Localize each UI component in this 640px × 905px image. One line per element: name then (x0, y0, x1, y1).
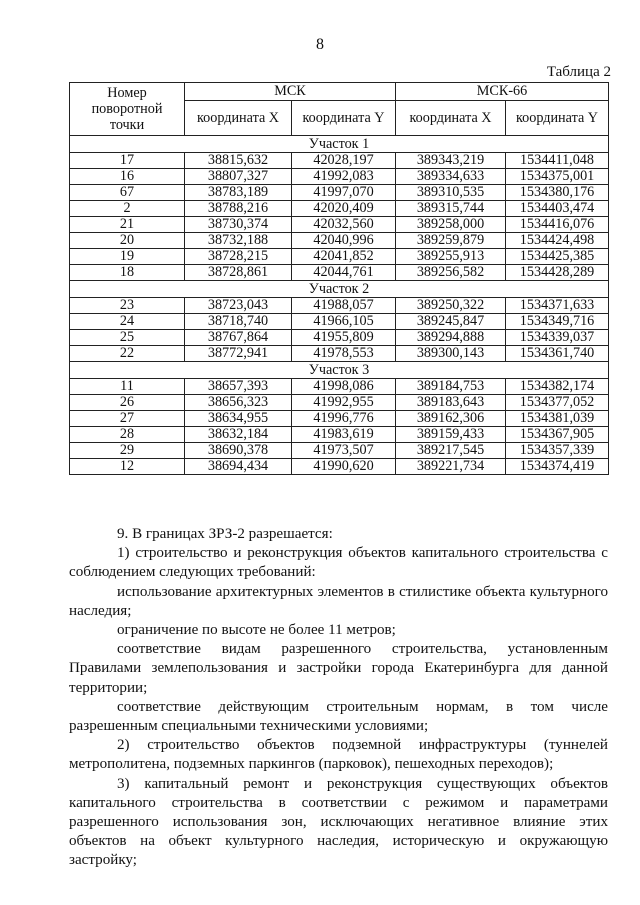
table-cell: 38694,434 (185, 459, 292, 475)
table-cell: 23 (70, 298, 185, 314)
table-row (70, 459, 609, 475)
table-cell: 1534380,176 (506, 185, 609, 201)
table-cell: 11 (70, 379, 185, 395)
table-cell: 38723,043 (185, 298, 292, 314)
section-row (70, 136, 609, 153)
table-cell: 38718,740 (185, 314, 292, 330)
paragraph: использование архитектурных элементов в стилистике объекта культурного наследия; (69, 583, 608, 619)
table-cell: 38815,632 (185, 153, 292, 169)
table-cell: 42044,761 (292, 265, 396, 281)
table-cell: 1534428,289 (506, 265, 609, 281)
msk-header: МСК (185, 83, 396, 101)
table-cell: 389294,888 (396, 330, 506, 346)
table-cell: 1534349,716 (506, 314, 609, 330)
msk66-x-header: координата X (396, 101, 506, 136)
table-cell: 41978,553 (292, 346, 396, 362)
section-row (70, 362, 609, 379)
msk-y-header: координата Y (292, 101, 396, 136)
table-cell: 29 (70, 443, 185, 459)
table-row (70, 443, 609, 459)
table-cell: 38728,861 (185, 265, 292, 281)
table-row (70, 233, 609, 249)
paragraph: соответствие действующим строительным нормам, в том числе разрешенным специальными техническими условиями; (69, 698, 608, 735)
table-cell: 389250,322 (396, 298, 506, 314)
table-cell: 38728,215 (185, 249, 292, 265)
table-cell: 389343,219 (396, 153, 506, 169)
paragraph: ограничение по высоте не более 11 метров; (117, 622, 396, 639)
table-cell: 1534377,052 (506, 395, 609, 411)
table-cell: 41992,083 (292, 169, 396, 185)
msk-x-header: координата X (185, 101, 292, 136)
table-cell: 18 (70, 265, 185, 281)
table-row (70, 169, 609, 185)
table-cell: 41990,620 (292, 459, 396, 475)
table-cell: 17 (70, 153, 185, 169)
table-cell: 389259,879 (396, 233, 506, 249)
table-cell: 389258,000 (396, 217, 506, 233)
table-cell: 67 (70, 185, 185, 201)
table-cell: 2 (70, 201, 185, 217)
table-cell: 389183,643 (396, 395, 506, 411)
point-number-header: Номер поворотной точки (70, 83, 185, 136)
table-row (70, 153, 609, 169)
table-cell: 38690,378 (185, 443, 292, 459)
section-title: Участок 3 (70, 362, 609, 379)
table-cell: 1534424,498 (506, 233, 609, 249)
table-cell: 22 (70, 346, 185, 362)
section-row (70, 281, 609, 298)
table-row (70, 217, 609, 233)
table-cell: 389315,744 (396, 201, 506, 217)
table-cell: 24 (70, 314, 185, 330)
table-cell: 19 (70, 249, 185, 265)
msk66-y-header: координата Y (506, 101, 609, 136)
table-cell: 38656,323 (185, 395, 292, 411)
table-cell: 389184,753 (396, 379, 506, 395)
table-cell: 41996,776 (292, 411, 396, 427)
table-row (70, 298, 609, 314)
msk66-header: МСК-66 (396, 83, 609, 101)
table-row (70, 427, 609, 443)
table-cell: 389310,535 (396, 185, 506, 201)
table-cell: 20 (70, 233, 185, 249)
table-cell: 41997,070 (292, 185, 396, 201)
table-cell: 1534425,385 (506, 249, 609, 265)
table-row (70, 249, 609, 265)
table-cell: 389217,545 (396, 443, 506, 459)
table-row (70, 395, 609, 411)
table-cell: 42032,560 (292, 217, 396, 233)
table-cell: 389256,582 (396, 265, 506, 281)
table-row (70, 379, 609, 395)
table-row (70, 265, 609, 281)
table-row (70, 330, 609, 346)
section-title: Участок 1 (70, 136, 609, 153)
table-cell: 1534361,740 (506, 346, 609, 362)
paragraph: 9. В границах ЗРЗ-2 разрешается: (117, 526, 333, 542)
table-cell: 27 (70, 411, 185, 427)
table-cell: 1534339,037 (506, 330, 609, 346)
paragraph: 2) строительство объектов подземной инфраструктуры (туннелей метрополитена, подземных паркингов (парковок), пешеходных переходов); (69, 737, 608, 773)
table-row (70, 314, 609, 330)
table-cell: 1534381,039 (506, 411, 609, 427)
table-cell: 12 (70, 459, 185, 475)
paragraph: 1) строительство и реконструкция объектов капитального строительства с соблюдением следующих требований: (69, 545, 608, 581)
table-cell: 1534416,076 (506, 217, 609, 233)
table-cell: 38657,393 (185, 379, 292, 395)
table-cell: 21 (70, 217, 185, 233)
table-cell: 42041,852 (292, 249, 396, 265)
table-cell: 389300,143 (396, 346, 506, 362)
table-cell: 389245,847 (396, 314, 506, 330)
table-cell: 1534411,048 (506, 153, 609, 169)
table-cell: 41983,619 (292, 427, 396, 443)
table-cell: 41992,955 (292, 395, 396, 411)
table-cell: 1534382,174 (506, 379, 609, 395)
table-cell: 38788,216 (185, 201, 292, 217)
paragraph: 3) капитальный ремонт и реконструкция существующих объектов капитального строительства в соответствии с режимом и параметрами разрешенного использования зон, исключающих негативное влияние этих объектов на объект культурного наследия, историческую и окружающую застройку; (69, 775, 608, 869)
table-cell: 42020,409 (292, 201, 396, 217)
table-cell: 25 (70, 330, 185, 346)
table-cell: 38730,374 (185, 217, 292, 233)
table-cell: 389159,433 (396, 427, 506, 443)
table-cell: 1534367,905 (506, 427, 609, 443)
body-text (69, 525, 608, 871)
table-row (70, 185, 609, 201)
table-cell: 28 (70, 427, 185, 443)
table-cell: 41998,086 (292, 379, 396, 395)
paragraph: соответствие видам разрешенного строительства, установленным Правилами землепользования и застройки города Екатеринбурга для данной территории; (69, 641, 608, 696)
page-number: 8 (316, 36, 324, 53)
table-cell: 41966,105 (292, 314, 396, 330)
table-cell: 1534374,419 (506, 459, 609, 475)
table-body (70, 136, 609, 475)
table-cell: 41955,809 (292, 330, 396, 346)
table-row (70, 346, 609, 362)
table-cell: 38732,188 (185, 233, 292, 249)
table-cell: 389255,913 (396, 249, 506, 265)
table-cell: 38634,955 (185, 411, 292, 427)
section-title: Участок 2 (70, 281, 609, 298)
table-cell: 41973,507 (292, 443, 396, 459)
table-cell: 38772,941 (185, 346, 292, 362)
table-caption: Таблица 2 (546, 64, 611, 80)
table-cell: 41988,057 (292, 298, 396, 314)
table-cell: 38807,327 (185, 169, 292, 185)
table-row (70, 201, 609, 217)
table-cell: 1534403,474 (506, 201, 609, 217)
table-cell: 42028,197 (292, 153, 396, 169)
table-cell: 1534371,633 (506, 298, 609, 314)
table-row (70, 411, 609, 427)
table-cell: 38767,864 (185, 330, 292, 346)
coordinates-table (69, 82, 609, 475)
table-cell: 16 (70, 169, 185, 185)
table-cell: 1534357,339 (506, 443, 609, 459)
table-cell: 26 (70, 395, 185, 411)
table-cell: 389334,633 (396, 169, 506, 185)
table-cell: 389162,306 (396, 411, 506, 427)
table-cell: 1534375,001 (506, 169, 609, 185)
table-cell: 38632,184 (185, 427, 292, 443)
table-cell: 389221,734 (396, 459, 506, 475)
table-cell: 42040,996 (292, 233, 396, 249)
table-cell: 38783,189 (185, 185, 292, 201)
